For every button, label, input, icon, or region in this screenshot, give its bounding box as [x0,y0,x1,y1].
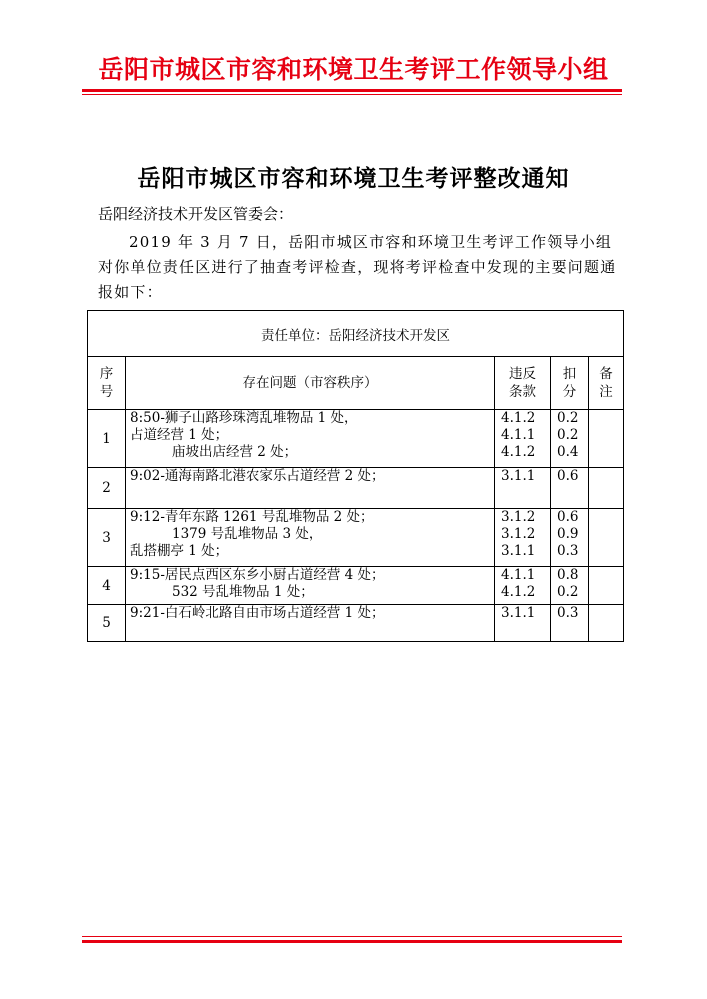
issue-cell [126,567,495,605]
remark-cell [589,509,624,567]
header-rule-thick [82,89,622,92]
points-cell [551,567,589,605]
header-clause: 违反 条款 [495,357,551,410]
issue-line: 9:15-居民点西区东乡小厨占道经营 4 处； [130,567,385,583]
issue-line: 庙坡出店经营 2 处； [172,444,298,460]
responsible-unit: 责任单位：岳阳经济技术开发区 [88,311,624,357]
table-header-row [88,357,624,410]
clause-cell [495,468,551,509]
clause-cell [495,410,551,468]
issue-cell [126,605,495,642]
notice-title: 岳阳市城区市容和环境卫生考评整改通知 [137,165,570,192]
clause-value: 3.1.1 [501,543,536,559]
clause-value: 3.1.2 [501,509,536,525]
header-rule-thin [82,94,622,95]
row-number: 1 [88,410,126,468]
row-number: 2 [88,468,126,509]
header-issue: 存在问题（市容秩序） [126,357,495,410]
row-number: 3 [88,509,126,567]
points-value: 0.2 [557,584,579,600]
points-value: 0.6 [557,509,579,525]
issue-cell [126,509,495,567]
points-value: 0.2 [557,427,579,443]
clause-value: 4.1.1 [501,427,536,443]
clause-value: 3.1.2 [501,526,536,542]
clause-value: 3.1.1 [501,468,536,484]
table-row [88,410,624,468]
clause-value: 4.1.2 [501,410,536,426]
row-number: 4 [88,567,126,605]
clause-value: 4.1.1 [501,567,536,583]
issue-line: 8:50-狮子山路珍珠湾乱堆物品 1 处， [130,410,358,426]
issue-line: 占道经营 1 处； [130,427,229,443]
remark-cell [589,567,624,605]
issue-line: 1379 号乱堆物品 3 处， [172,526,323,542]
points-value: 0.9 [557,526,579,542]
points-cell [551,468,589,509]
footer-rule-thin [82,936,622,937]
inspection-table [87,310,624,642]
points-cell [551,509,589,567]
points-value: 0.6 [557,468,579,484]
issue-cell [126,468,495,509]
notice-body: 2019 年 3 月 7 日，岳阳市城区市容和环境卫生考评工作领导小组对你单位责任区进行了抽查考评检查，现将考评检查中发现的主要问题通报如下： [98,233,617,301]
issue-line: 9:02-通海南路北港农家乐占道经营 2 处； [130,468,385,484]
clause-cell [495,509,551,567]
remark-cell [589,468,624,509]
points-value: 0.3 [557,605,579,621]
issue-line: 9:21-白石岭北路自由市场占道经营 1 处； [130,605,385,621]
issue-line: 9:12-青年东路 1261 号乱堆物品 2 处； [130,509,374,525]
row-number: 5 [88,605,126,642]
recipient: 岳阳经济技术开发区管委会： [98,205,294,223]
points-cell [551,605,589,642]
points-value: 0.2 [557,410,579,426]
clause-value: 4.1.2 [501,584,536,600]
clause-value: 3.1.1 [501,605,536,621]
table-row [88,468,624,509]
issue-line: 532 号乱堆物品 1 处； [172,584,314,600]
points-value: 0.4 [557,444,579,460]
issue-cell [126,410,495,468]
points-value: 0.8 [557,567,579,583]
footer-rule-thick [82,940,622,943]
issue-line: 乱搭棚亭 1 处； [130,543,229,559]
points-cell [551,410,589,468]
clause-cell [495,567,551,605]
table-row [88,605,624,642]
clause-value: 4.1.2 [501,444,536,460]
header-no: 序 号 [88,357,126,410]
org-title: 岳阳市城区市容和环境卫生考评工作领导小组 [98,55,609,84]
remark-cell [589,605,624,642]
points-value: 0.3 [557,543,579,559]
table-row [88,567,624,605]
header-deduct: 扣 分 [551,357,589,410]
table-row [88,509,624,567]
header-remark: 备 注 [589,357,624,410]
clause-cell [495,605,551,642]
remark-cell [589,410,624,468]
